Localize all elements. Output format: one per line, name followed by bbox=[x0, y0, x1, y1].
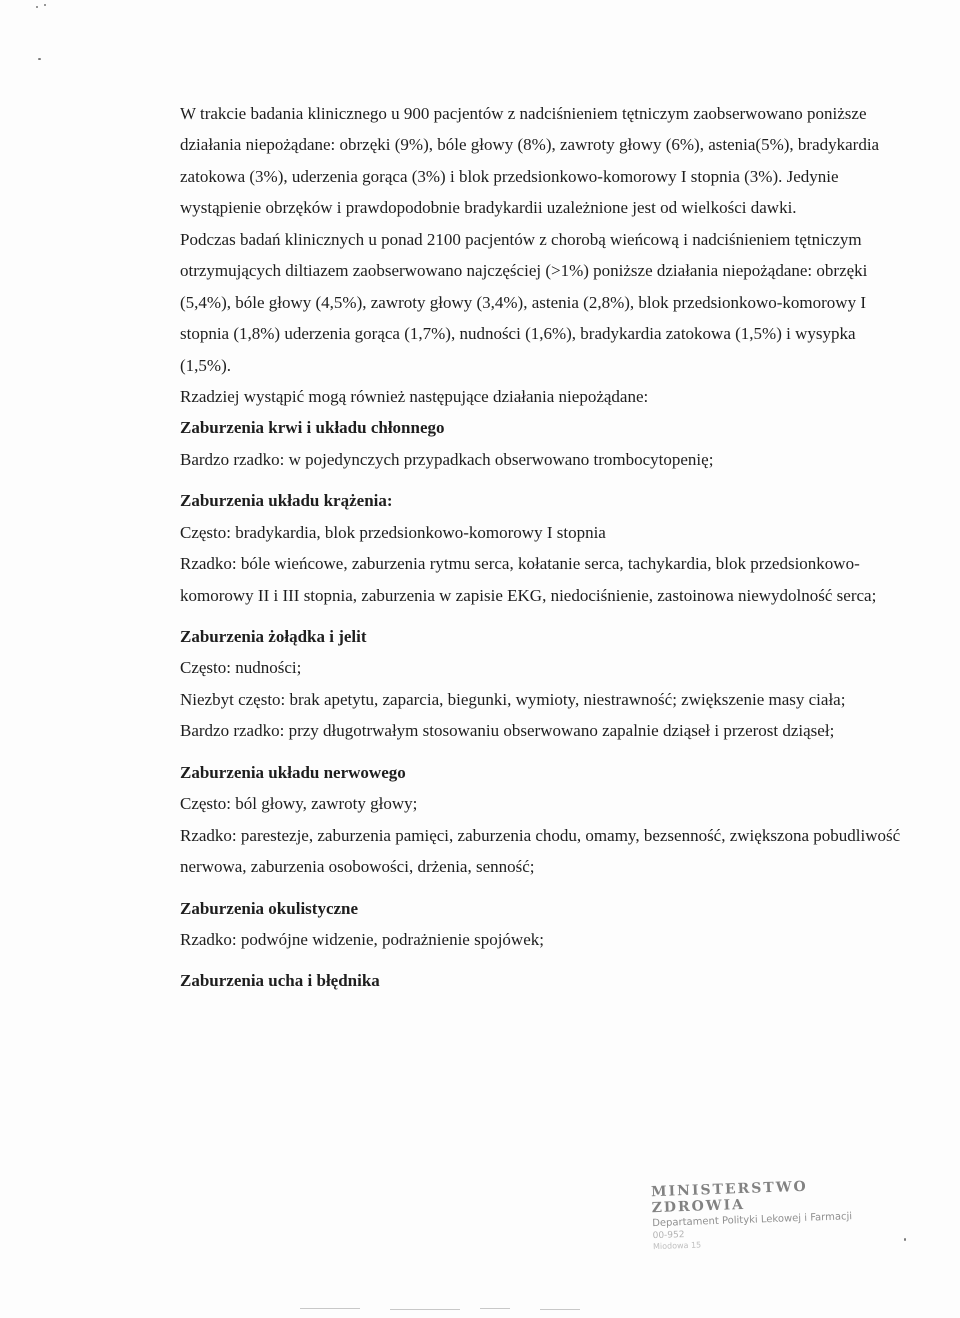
stamp-line-2: Departament Polityki Lekowej i Farmacji bbox=[652, 1211, 853, 1230]
section-line: Rzadko: bóle wieńcowe, zaburzenia rytmu serca, kołatanie serca, tachykardia, blok przedsionkowo-komorowy II i III stopnia, zaburzenia w zapisie EKG, niedociśnienie, zastoinowa niewydolność serca; bbox=[180, 554, 877, 605]
stamp-line-3: 00-952 bbox=[652, 1230, 685, 1242]
scan-speck bbox=[904, 1238, 906, 1241]
section-heading-nervous: Zaburzenia układu nerwowego bbox=[180, 762, 406, 782]
paragraph-rare-effects-intro: Rzadziej wystąpić mogą również następujące działania niepożądane: bbox=[180, 386, 649, 406]
scan-line bbox=[540, 1309, 580, 1310]
scan-line bbox=[480, 1308, 510, 1309]
document-body bbox=[180, 98, 905, 997]
section-heading-blood: Zaburzenia krwi i układu chłonnego bbox=[180, 418, 445, 438]
section-line: Rzadko: parestezje, zaburzenia pamięci, zaburzenia chodu, omamy, bezsenność, zwiększona pobudliwość nerwowa, zaburzenia osobowości, drżenia, senność; bbox=[180, 825, 901, 877]
section-heading-gastro: Zaburzenia żołądka i jelit bbox=[180, 627, 367, 646]
section-line: Często: bradykardia, blok przedsionkowo-komorowy I stopnia bbox=[180, 522, 606, 542]
stamp-line-4: Miodowa 15 bbox=[652, 1240, 702, 1252]
section-heading-ear: Zaburzenia ucha i błędnika bbox=[180, 971, 380, 991]
section-line: Bardzo rzadko: przy długotrwałym stosowaniu obserwowano zapalnie dziąseł i przerost dziąseł; bbox=[180, 721, 835, 741]
scan-speck bbox=[38, 58, 41, 60]
section-line: Często: nudności; bbox=[180, 658, 302, 678]
section-heading-ophthalmic: Zaburzenia okulistyczne bbox=[180, 898, 359, 918]
stamp-line-1: MINISTERSTWO ZDROWIA bbox=[650, 1178, 808, 1217]
paragraph-study-2100: Podczas badań klinicznych u ponad 2100 pacjentów z chorobą wieńcową i nadciśnieniem tętniczym otrzymujących diltiazem zaobserwowano najczęściej (>1%) poniższe działania niepożądane: obrzęki (5,4%), bóle głowy (4,5%), zawroty głowy (3,4%), astenia (2,8%), blok przedsionkowo-komorowy I stopnia (1,8%) uderzenia gorąca (1,7%), nudności (1,6%), bradykardia zatokowa (1,5%) i wysypka (1,5%). bbox=[180, 229, 868, 375]
scan-line bbox=[390, 1309, 460, 1310]
section-heading-circulation: Zaburzenia układu krążenia: bbox=[180, 491, 393, 511]
section-line: Rzadko: podwójne widzenie, podrażnienie spojówek; bbox=[180, 929, 544, 949]
section-line: Często: ból głowy, zawroty głowy; bbox=[180, 794, 418, 814]
scan-speck bbox=[36, 6, 38, 8]
scan-line bbox=[300, 1308, 360, 1309]
ministry-stamp bbox=[651, 1176, 893, 1254]
section-line: Bardzo rzadko: w pojedynczych przypadkach obserwowano trombocytopenię; bbox=[180, 449, 714, 469]
scan-speck bbox=[44, 4, 46, 6]
paragraph-study-900: W trakcie badania klinicznego u 900 pacjentów z nadciśnieniem tętniczym zaobserwowano poniższe działania niepożądane: obrzęki (9%), bóle głowy (8%), zawroty głowy (6%), astenia(5%), bradykardia zatokowa (3%), uderzenia gorąca (3%) i blok przedsionkowo-komorowy I stopnia (3%). Jedynie wystąpienie obrzęków i prawdopodobnie bradykardii uzależnione jest od wielkości dawki. bbox=[180, 104, 880, 218]
section-line: Niezbyt często: brak apetytu, zaparcia, biegunki, wymioty, niestrawność; zwiększenie masy ciała; bbox=[180, 689, 846, 709]
